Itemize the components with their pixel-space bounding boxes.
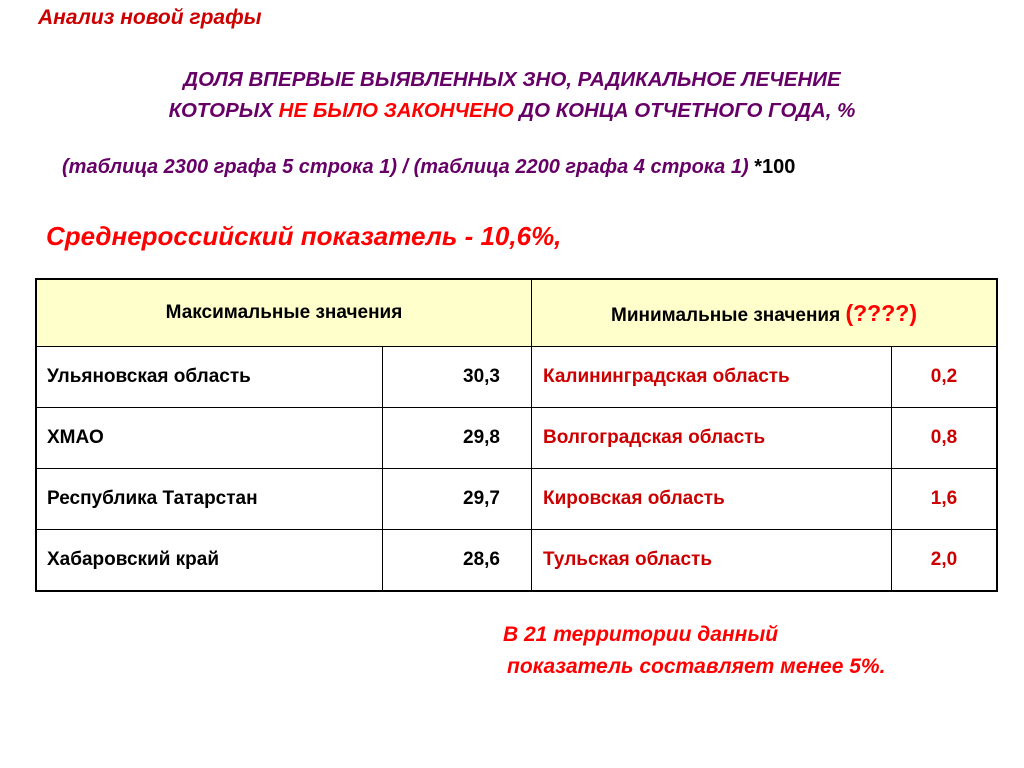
table-row (36, 347, 997, 408)
max-region-name: Хабаровский край (36, 530, 383, 592)
max-region-value: 29,7 (383, 469, 532, 530)
formula-main: (таблица 2300 графа 5 строка 1) / (таблица 2200 графа 4 строка 1) (62, 156, 749, 178)
table-row (36, 408, 997, 469)
max-region-name: Республика Татарстан (36, 469, 383, 530)
max-region-name: Ульяновская область (36, 347, 383, 408)
table-header-row (36, 279, 997, 347)
heading-line-2-end: ДО КОНЦА ОТЧЕТНОГО ГОДА, % (513, 99, 856, 122)
heading (40, 64, 984, 126)
min-region-value: 2,0 (892, 530, 998, 592)
min-region-name: Калининградская область (532, 347, 892, 408)
header-max-values: Максимальные значения (36, 279, 532, 347)
min-region-name: Волгоградская область (532, 408, 892, 469)
max-region-name: ХМАО (36, 408, 383, 469)
min-region-name: Тульская область (532, 530, 892, 592)
max-region-value: 28,6 (383, 530, 532, 592)
header-min-values (532, 279, 998, 347)
summary-note (503, 619, 885, 683)
values-table (35, 278, 998, 592)
header-min-label: Минимальные значения (611, 304, 841, 326)
summary-note-line-1: В 21 территории данный (503, 623, 779, 646)
heading-highlight: НЕ БЫЛО ЗАКОНЧЕНО (278, 99, 514, 122)
table-row (36, 530, 997, 592)
min-region-name: Кировская область (532, 469, 892, 530)
max-region-value: 30,3 (383, 347, 532, 408)
formula (62, 156, 795, 179)
summary-note-line-2: показатель составляет менее 5%. (507, 655, 886, 678)
average-indicator: Среднероссийский показатель - 10,6%, (46, 221, 562, 251)
heading-line-2 (40, 95, 984, 126)
table-row (36, 469, 997, 530)
min-region-value: 0,8 (892, 408, 998, 469)
heading-line-2-start: КОТОРЫХ (168, 99, 279, 122)
slide-title: Анализ новой графы (38, 6, 262, 29)
formula-multiplier: *100 (748, 156, 796, 178)
header-question-marks: (????) (845, 299, 917, 326)
min-region-value: 0,2 (892, 347, 998, 408)
max-region-value: 29,8 (383, 408, 532, 469)
min-region-value: 1,6 (892, 469, 998, 530)
heading-line-1: ДОЛЯ ВПЕРВЫЕ ВЫЯВЛЕННЫХ ЗНО, РАДИКАЛЬНОЕ ЛЕЧЕНИЕ (183, 68, 841, 91)
